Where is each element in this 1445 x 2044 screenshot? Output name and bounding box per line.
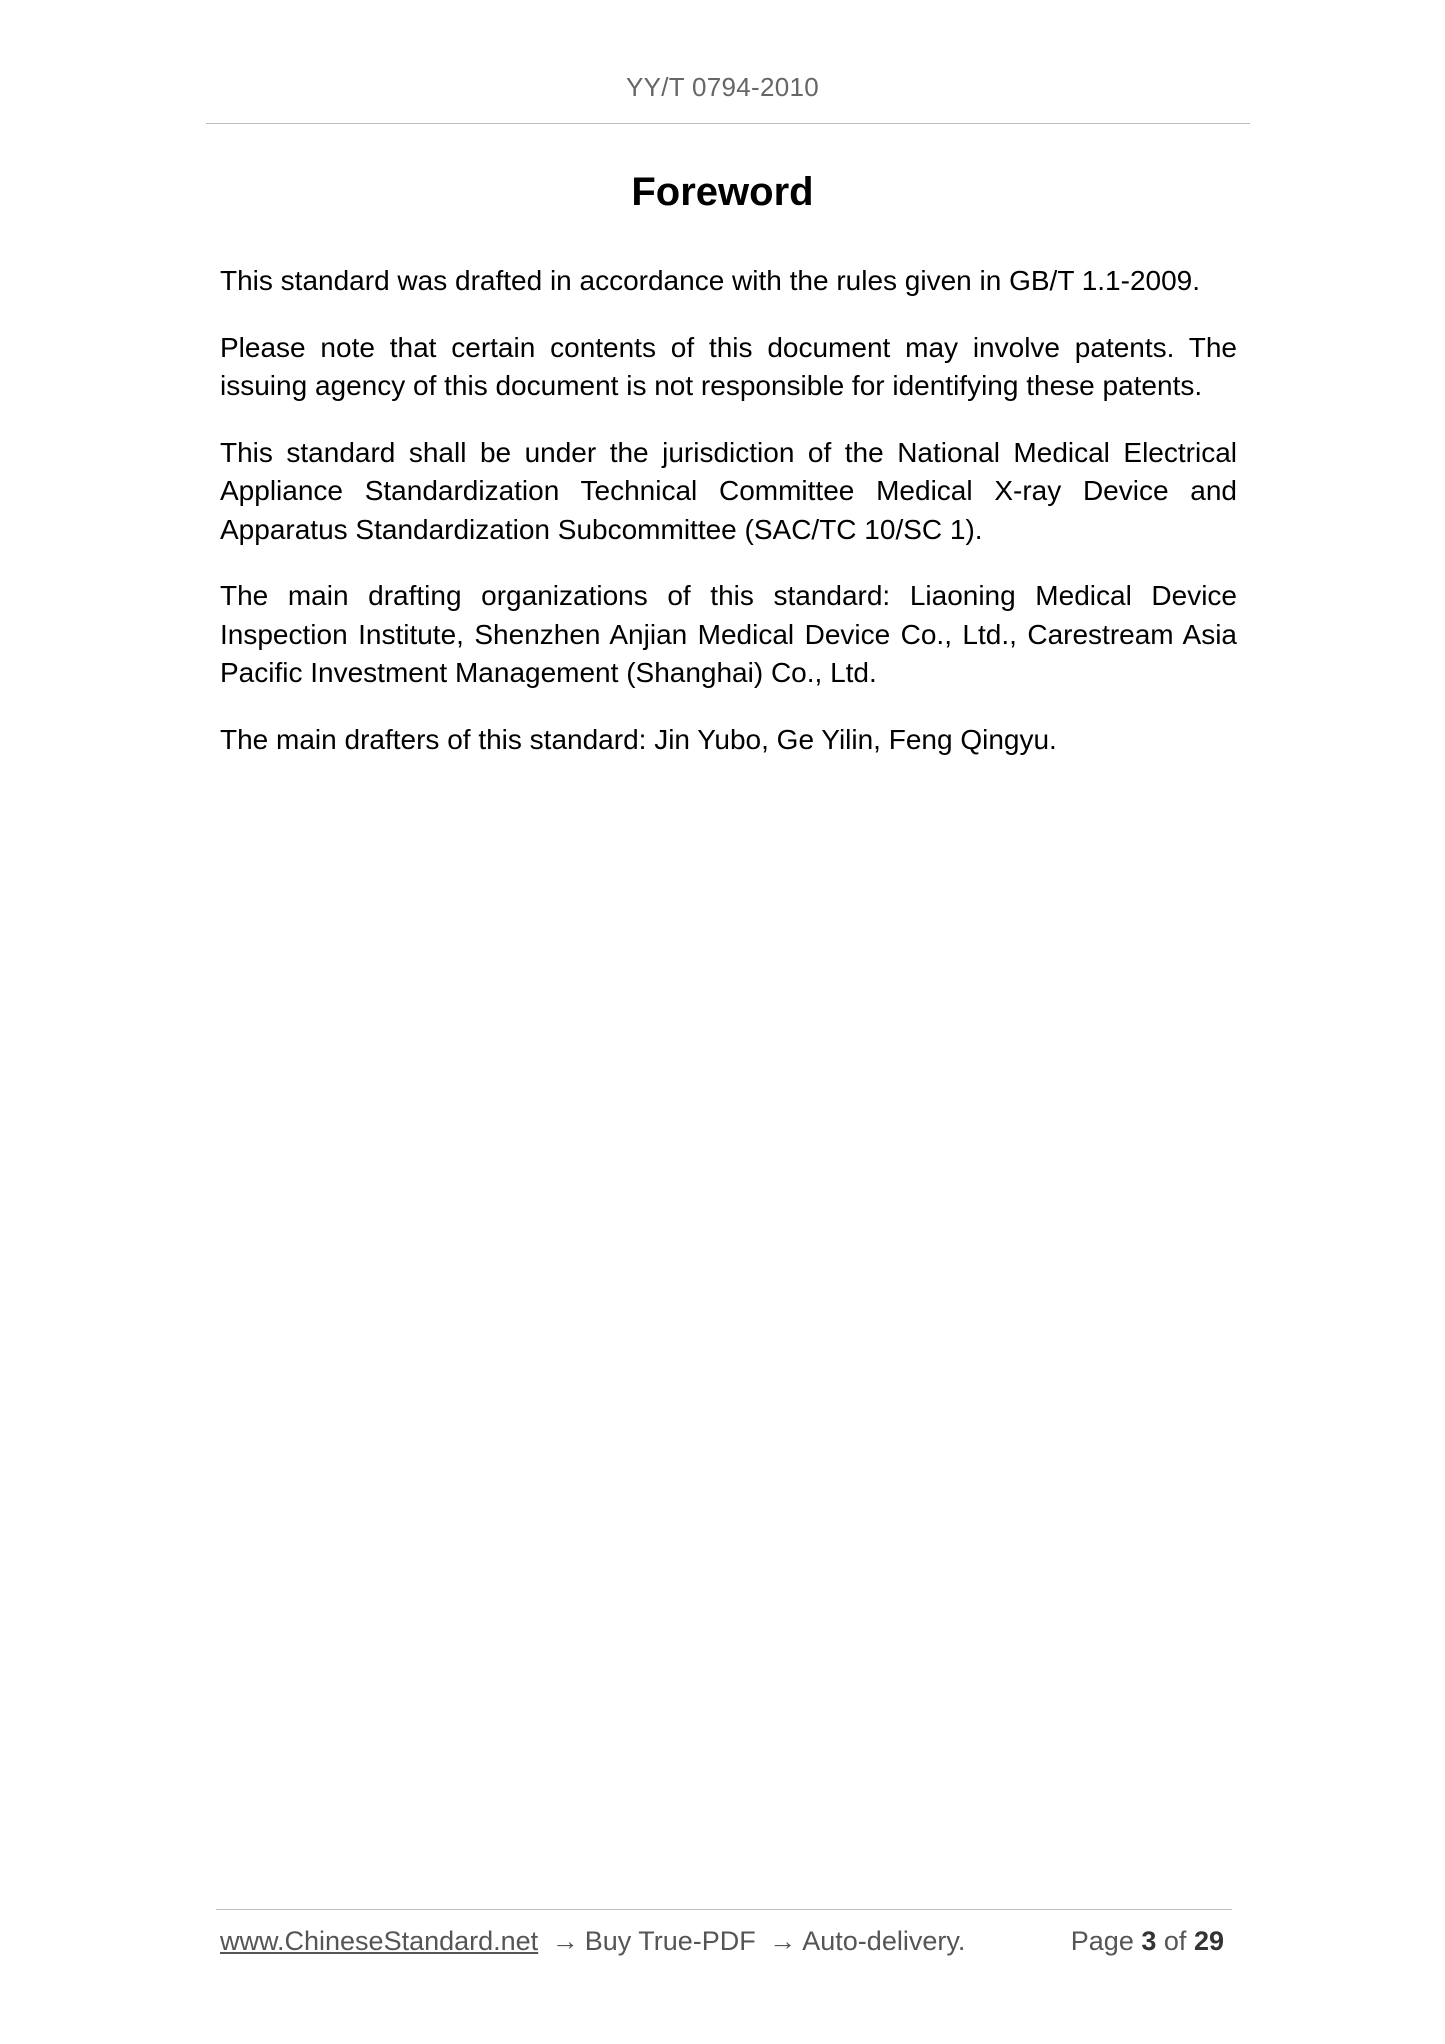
footer-promo bbox=[220, 1926, 965, 1957]
footer-divider bbox=[216, 1909, 1232, 1910]
buy-true-pdf-text: Buy True-PDF bbox=[584, 1926, 756, 1956]
paragraph-drafting-rules: This standard was drafted in accordance with the rules given in GB/T 1.1-2009. bbox=[220, 265, 1201, 296]
page-footer bbox=[220, 1926, 1230, 1966]
document-code: YY/T 0794-2010 bbox=[625, 72, 820, 102]
paragraph-patents-note: Please note that certain contents of this document may involve patents. The issuing agency of this document is not responsible for identifying these patents. bbox=[220, 331, 1237, 401]
page-number bbox=[1071, 1926, 1224, 1957]
paragraph-drafters: The main drafters of this standard: Jin Yubo, Ge Yilin, Feng Qingyu. bbox=[220, 723, 1057, 755]
paragraph-drafting-organizations: The main drafting organizations of this standard: Liaoning Medical Device Inspection Institute, Shenzhen Anjian Medical Device Co., Ltd., Carestream Asia Pacific Investment Management (Shanghai) Co., Ltd. bbox=[220, 580, 1237, 688]
arrow-right-icon: → bbox=[769, 1926, 797, 1956]
header-divider bbox=[206, 123, 1250, 124]
page-label: Page bbox=[1070, 1926, 1134, 1956]
foreword-body bbox=[220, 262, 1237, 787]
arrow-right-icon: → bbox=[551, 1926, 579, 1956]
current-page: 3 bbox=[1141, 1926, 1157, 1956]
website-link[interactable]: www.ChineseStandard.net bbox=[220, 1926, 539, 1956]
paragraph-jurisdiction: This standard shall be under the jurisdiction of the National Medical Electrical Appliance Standardization Technical Committee Medical X-ray Device and Apparatus Standardization Subcommittee (SAC/TC 10/SC 1). bbox=[220, 436, 1237, 545]
of-label: of bbox=[1163, 1926, 1187, 1956]
page-title: Foreword bbox=[631, 170, 814, 214]
total-pages: 29 bbox=[1193, 1926, 1224, 1956]
auto-delivery-text: Auto-delivery. bbox=[802, 1926, 966, 1956]
